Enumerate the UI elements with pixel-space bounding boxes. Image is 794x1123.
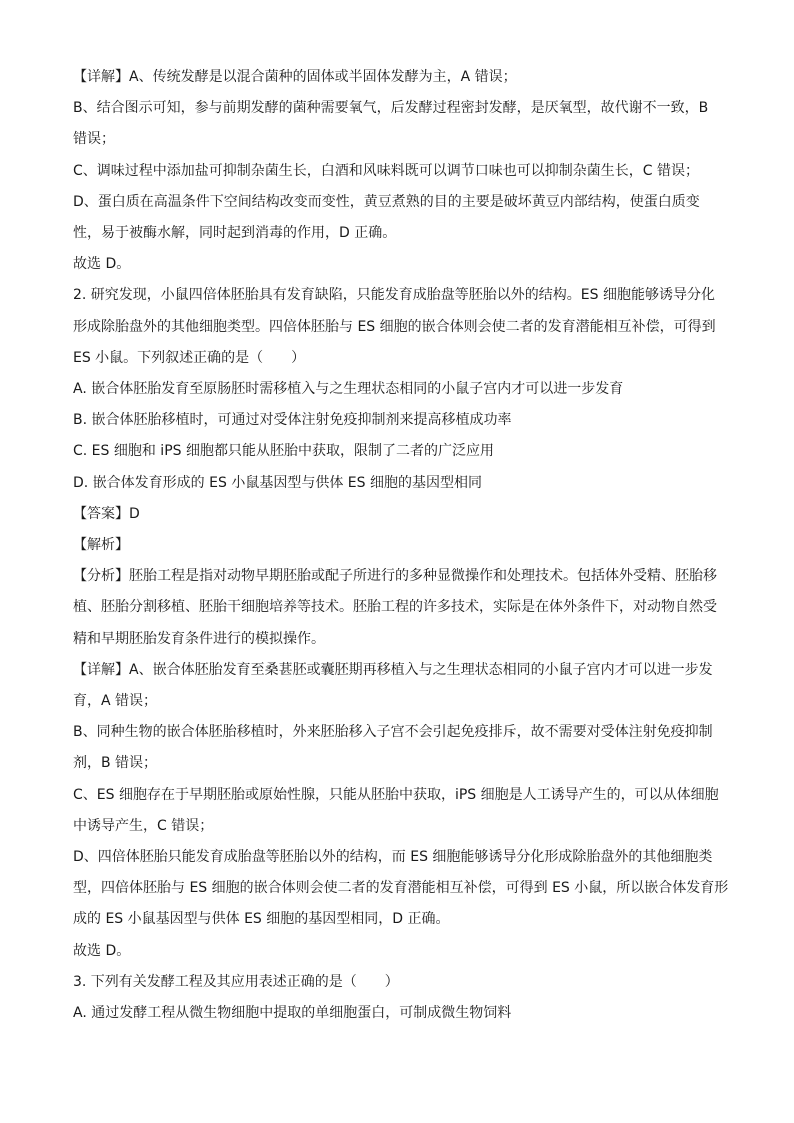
text-line: C、调味过程中添加盐可抑制杂菌生长，白酒和风味料既可以调节口味也可以抑制杂菌生长，C 错误； bbox=[73, 162, 699, 179]
text-line: 植、胚胎分割移植、胚胎干细胞培养等技术。胚胎工程的许多技术，实际是在体外条件下，对动物自然受 bbox=[73, 599, 717, 616]
text-line: 性，易于被酶水解，同时起到消毒的作用，D 正确。 bbox=[73, 225, 397, 242]
analysis-heading: 【解析】 bbox=[73, 537, 129, 554]
text-line: B、结合图示可知，参与前期发酵的菌种需要氧气，后发酵过程密封发酵，是厌氧型，故代谢不一致，B bbox=[73, 100, 709, 117]
text-line: 错误； bbox=[73, 131, 115, 148]
document-body bbox=[73, 62, 729, 1029]
text-line: 故选 D。 bbox=[73, 256, 131, 273]
option-a: A. 嵌合体胚胎发育至原肠胚时需移植入与之生理状态相同的小鼠子宫内才可以进一步发育 bbox=[73, 381, 624, 398]
text-line: D、四倍体胚胎只能发育成胎盘等胚胎以外的结构，而 ES 细胞能够诱导分化形成除胎盘外的其他细胞类 bbox=[73, 849, 713, 866]
text-line: 【分析】胚胎工程是指对动物早期胚胎或配子所进行的多种显微操作和处理技术。包括体外受精、胚胎移 bbox=[73, 568, 717, 585]
option-c: C. ES 细胞和 iPS 细胞都只能从胚胎中获取，限制了二者的广泛应用 bbox=[73, 443, 494, 460]
text-line: 【详解】A、嵌合体胚胎发育至桑葚胚或囊胚期再移植入与之生理状态相同的小鼠子宫内才可以进一步发 bbox=[73, 661, 713, 678]
question-line: 3. 下列有关发酵工程及其应用表述正确的是（ ） bbox=[73, 973, 399, 990]
text-line: B、同种生物的嵌合体胚胎移植时，外来胚胎移入子宫不会引起免疫排斥，故不需要对受体注射免疫抑制 bbox=[73, 724, 713, 741]
option-d: D. 嵌合体发育形成的 ES 小鼠基因型与供体 ES 细胞的基因型相同 bbox=[73, 474, 482, 491]
text-line: D、蛋白质在高温条件下空间结构改变而变性，黄豆煮熟的目的主要是破坏黄豆内部结构，使蛋白质变 bbox=[73, 193, 700, 210]
text-line: 故选 D。 bbox=[73, 942, 131, 959]
question-line: ES 小鼠。下列叙述正确的是（ ） bbox=[73, 349, 306, 366]
text-line: 型，四倍体胚胎与 ES 细胞的嵌合体则会使二者的发育潜能相互补偿，可得到 ES 小鼠，所以嵌合体发育形 bbox=[73, 880, 729, 897]
text-line: 中诱导产生，C 错误； bbox=[73, 817, 214, 834]
text-line: 精和早期胚胎发育条件进行的模拟操作。 bbox=[73, 630, 325, 647]
text-line: 剂，B 错误； bbox=[73, 755, 158, 772]
text-line: 成的 ES 小鼠基因型与供体 ES 细胞的基因型相同，D 正确。 bbox=[73, 911, 450, 928]
answer-line: 【答案】D bbox=[73, 505, 140, 522]
question-line: 形成除胎盘外的其他细胞类型。四倍体胚胎与 ES 细胞的嵌合体则会使二者的发育潜能相互补偿，可得到 bbox=[73, 318, 716, 335]
text-line: 育，A 错误； bbox=[73, 693, 158, 710]
option-a: A. 通过发酵工程从微生物细胞中提取的单细胞蛋白，可制成微生物饲料 bbox=[73, 1005, 512, 1022]
question-line: 2. 研究发现，小鼠四倍体胚胎具有发育缺陷，只能发育成胎盘等胚胎以外的结构。ES 细胞能够诱导分化 bbox=[73, 287, 715, 304]
option-b: B. 嵌合体胚胎移植时，可通过对受体注射免疫抑制剂来提高移植成功率 bbox=[73, 412, 512, 429]
text-line: 【详解】A、传统发酵是以混合菌种的固体或半固体发酵为主，A 错误； bbox=[73, 69, 517, 85]
text-line: C、ES 细胞存在于早期胚胎或原始性腺，只能从胚胎中获取，iPS 细胞是人工诱导产生的，可以从体细胞 bbox=[73, 786, 719, 803]
